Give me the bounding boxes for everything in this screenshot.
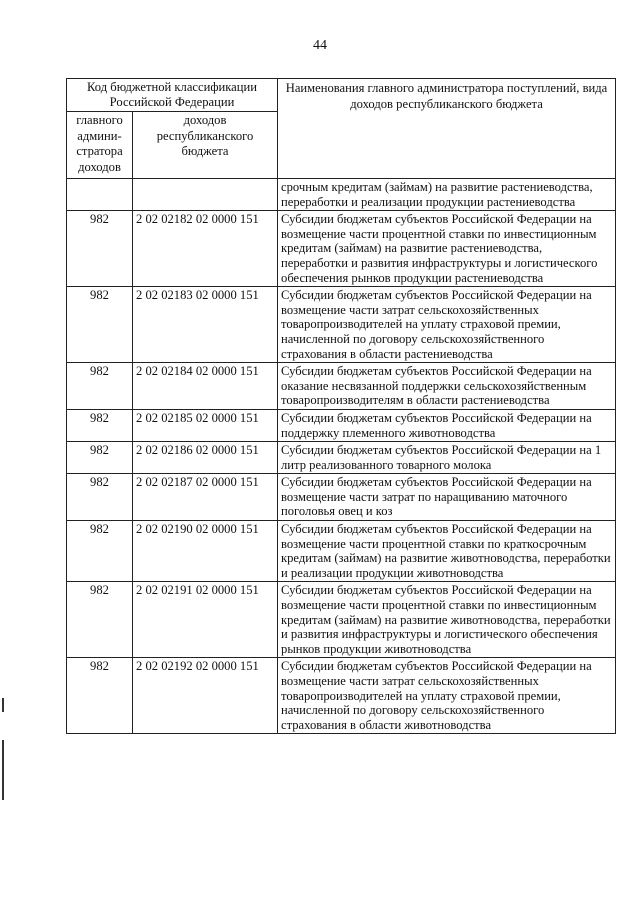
table-row [67, 474, 616, 521]
admin-code-cell: 982 [67, 363, 133, 410]
income-code-cell: 2 02 02190 02 0000 151 [133, 521, 278, 582]
table-row [67, 179, 616, 211]
income-code-cell: 2 02 02192 02 0000 151 [133, 658, 278, 734]
table-row [67, 287, 616, 363]
description-cell: Субсидии бюджетам субъектов Российской Федерации на возмещение части процентной ставки по инвестиционным кредитам (займам) на развитие растениеводства, переработки и развития инфраструктуры и логистического обеспечения рынков продукции растениеводства [278, 211, 616, 287]
table-body [67, 179, 616, 734]
budget-classification-table [66, 78, 616, 734]
admin-code-cell [67, 179, 133, 211]
description-cell: Субсидии бюджетам субъектов Российской Федерации на возмещение части затрат сельскохозяйственных товаропроизводителей на уплату страховой премии, начисленной по договору сельскохозяйственного страхования в области животноводства [278, 658, 616, 734]
header-budget-code: Код бюджетной классификации Российской Федерации [67, 79, 278, 112]
table-row [67, 658, 616, 734]
table-row [67, 582, 616, 658]
table-row [67, 409, 616, 441]
description-cell: срочным кредитам (займам) на развитие растениеводства, переработки и реализации продукции растениеводства [278, 179, 616, 211]
income-code-cell: 2 02 02186 02 0000 151 [133, 442, 278, 474]
table-header-row [67, 79, 616, 112]
description-cell: Субсидии бюджетам субъектов Российской Федерации на возмещение части процентной ставки по инвестиционным кредитам (займам) на развитие животноводства, переработки и развития инфраструктуры и логистического обеспечения рынков продукции животноводства [278, 582, 616, 658]
admin-code-cell: 982 [67, 409, 133, 441]
admin-code-cell: 982 [67, 287, 133, 363]
income-code-cell: 2 02 02185 02 0000 151 [133, 409, 278, 441]
table-row [67, 521, 616, 582]
admin-code-cell: 982 [67, 658, 133, 734]
description-cell: Субсидии бюджетам субъектов Российской Федерации на возмещение части процентной ставки по краткосрочным кредитам (займам) на развитие животноводства, переработки и реализации продукции животноводства [278, 521, 616, 582]
admin-code-cell: 982 [67, 442, 133, 474]
admin-code-cell: 982 [67, 521, 133, 582]
header-income: доходов республиканского бюджета [133, 112, 278, 179]
description-cell: Субсидии бюджетам субъектов Российской Федерации на возмещение части затрат по наращиванию маточного поголовья овец и коз [278, 474, 616, 521]
header-admin: главного админи-стратора доходов [67, 112, 133, 179]
table-row [67, 211, 616, 287]
income-code-cell: 2 02 02182 02 0000 151 [133, 211, 278, 287]
income-code-cell [133, 179, 278, 211]
income-code-cell: 2 02 02191 02 0000 151 [133, 582, 278, 658]
margin-mark [2, 740, 4, 800]
header-name: Наименования главного администратора поступлений, вида доходов республиканского бюджета [278, 79, 616, 179]
description-cell: Субсидии бюджетам субъектов Российской Федерации на поддержку племенного животноводства [278, 409, 616, 441]
description-cell: Субсидии бюджетам субъектов Российской Федерации на возмещение части затрат сельскохозяйственных товаропроизводителей на уплату страховой премии, начисленной по договору сельскохозяйственного страхования в области растениеводства [278, 287, 616, 363]
admin-code-cell: 982 [67, 582, 133, 658]
page-number: 44 [313, 38, 327, 53]
income-code-cell: 2 02 02187 02 0000 151 [133, 474, 278, 521]
description-cell: Субсидии бюджетам субъектов Российской Федерации на 1 литр реализованного товарного молока [278, 442, 616, 474]
description-cell: Субсидии бюджетам субъектов Российской Федерации на оказание несвязанной поддержки сельскохозяйственным товаропроизводителям в области растениеводства [278, 363, 616, 410]
margin-mark [2, 698, 4, 712]
admin-code-cell: 982 [67, 474, 133, 521]
admin-code-cell: 982 [67, 211, 133, 287]
table-row [67, 363, 616, 410]
income-code-cell: 2 02 02184 02 0000 151 [133, 363, 278, 410]
table-row [67, 442, 616, 474]
income-code-cell: 2 02 02183 02 0000 151 [133, 287, 278, 363]
